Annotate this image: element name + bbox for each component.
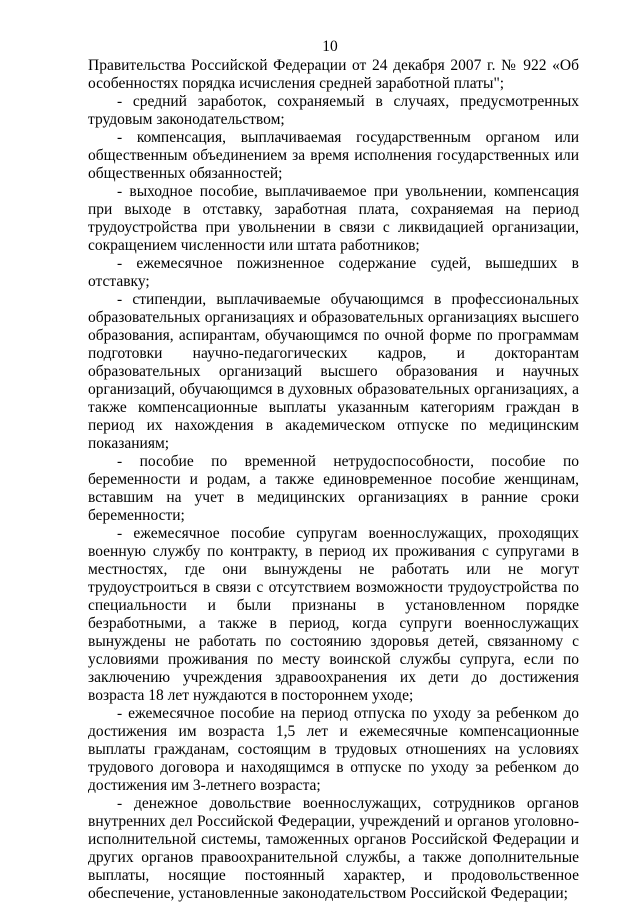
- page-number: 10: [322, 38, 338, 55]
- list-item: - денежное довольствие военнослужащих, сотрудников органов внутренних дел Российской Федерации, учреждений и органов уголовно-исполнительной системы, таможенных органов Российской Федерации и других органов правоохранительной службы, а также дополнительные выплаты, носящие постоянный характер, и продовольственное обеспечение, установленные законодательством Российской Федерации;: [88, 795, 579, 902]
- list-item: - средний заработок, сохраняемый в случаях, предусмотренных трудовым законодательством;: [88, 93, 579, 128]
- list-item: - стипендии, выплачиваемые обучающимся в профессиональных образовательных организациях и образовательных организациях высшего образования, аспирантам, обучающимся по очной форме по программам подготовки научно-педагогических кадров, и докторантам образовательных организаций высшего образования и научных организаций, обучающимся в духовных образовательных организациях, а также компенсационные выплаты указанным категориям граждан в период их нахождения в академическом отпуске по медицинским показаниям;: [88, 291, 579, 452]
- list-item: - пособие по временной нетрудоспособности, пособие по беременности и родам, а также единовременное пособие женщинам, вставшим на учет в медицинских организациях в ранние сроки беременности;: [88, 453, 579, 524]
- list-item: - ежемесячное пожизненное содержание судей, вышедших в отставку;: [88, 255, 579, 290]
- document-body: [88, 57, 579, 903]
- list-item: - компенсация, выплачиваемая государственным органом или общественным объединением за время исполнения государственных или общественных обязанностей;: [88, 129, 579, 182]
- list-item: - выходное пособие, выплачиваемое при увольнении, компенсация при выходе в отставку, заработная плата, сохраняемая на период трудоустройства при увольнении в связи с ликвидацией организации, сокращением численности или штата работников;: [88, 183, 579, 254]
- list-item: - ежемесячное пособие на период отпуска по уходу за ребенком до достижения им возраста 1,5 лет и ежемесячные компенсационные выплаты гражданам, состоящим в трудовых отношениях на условиях трудового договора и находящимся в отпуске по уходу за ребенком до достижения им 3-летнего возраста;: [88, 705, 579, 794]
- intro-paragraph: Правительства Российской Федерации от 24 декабря 2007 г. № 922 «Об особенностях порядка исчисления средней заработной платы";: [88, 57, 579, 92]
- list-item: - ежемесячное пособие супругам военнослужащих, проходящих военную службу по контракту, в период их проживания с супругами в местностях, где они вынуждены не работать или не могут трудоустроиться в связи с отсутствием возможности трудоустройства по специальности и были признаны в установленном порядке безработными, а также в период, когда супруги военнослужащих вынуждены не работать по состоянию здоровья детей, связанному с условиями проживания по месту воинской службы супруга, если по заключению учреждения здравоохранения их дети до достижения возраста 18 лет нуждаются в постороннем уходе;: [88, 525, 579, 704]
